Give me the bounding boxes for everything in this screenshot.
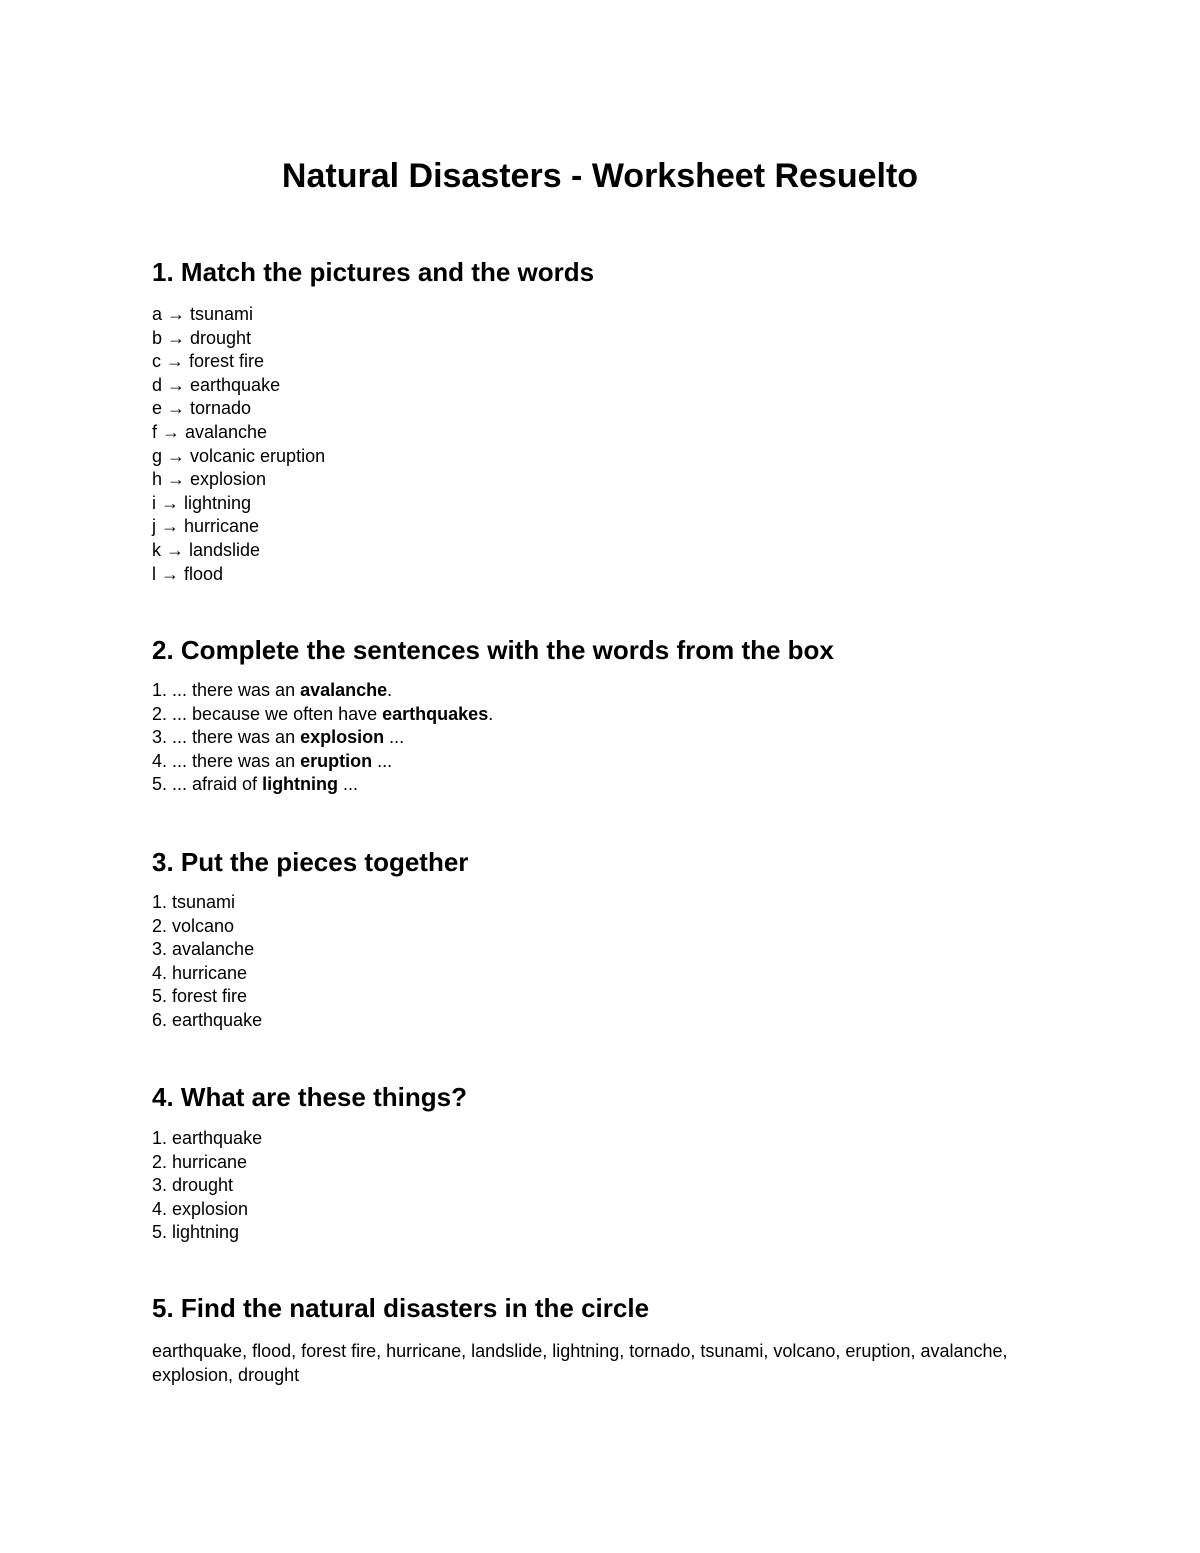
section-1-list [152,303,325,586]
list-item [152,703,493,727]
list-item: 6. earthquake [152,1009,263,1030]
sentence-text: 4. ... there was an [152,750,301,771]
sentence-text: 2. ... because we often have [152,703,383,724]
section-5-text: earthquake, flood, forest fire, hurricane, landslide, lightning, tornado, tsunami, volcano, eruption, avalanche, explosion, drought [152,1341,1008,1385]
list-item [152,750,493,774]
sentence-text: ... [372,750,393,771]
answer-word: avalanche [300,680,388,700]
section-3-heading: 3. Put the pieces together [152,847,469,877]
page-title: Natural Disasters - Worksheet Resuelto [281,157,919,195]
sentence-text: 3. ... there was an [152,727,301,748]
list-item [152,773,493,797]
list-item: 2. hurricane [152,1151,248,1172]
list-item: k → landslide [152,539,261,560]
section-2-list [152,679,493,797]
list-item: g → volcanic eruption [152,445,326,466]
sentence-text: 1. ... there was an [152,680,301,700]
list-item: 5. forest fire [152,986,248,1007]
answer-word: explosion [300,727,385,748]
section-4-heading: 4. What are these things? [152,1082,467,1112]
list-item: l → flood [152,563,224,584]
answer-word: eruption [300,750,373,771]
section-1-heading: 1. Match the pictures and the words [152,257,595,287]
list-item: d → earthquake [152,374,281,395]
list-item [152,679,493,703]
sentence-text: ... [384,727,405,748]
list-item: a → tsunami [152,304,254,324]
list-item: 3. avalanche [152,939,255,960]
section-5-heading: 5. Find the natural disasters in the circle [152,1293,650,1323]
list-item: c → forest fire [152,351,265,372]
list-item: h → explosion [152,469,267,490]
sentence-text: ... [338,774,359,795]
list-item: 5. lightning [152,1222,240,1243]
list-item: 4. hurricane [152,962,248,983]
sentence-text: . [488,703,494,724]
list-item: i → lightning [152,492,252,513]
list-item: e → tornado [152,398,252,419]
list-item: 2. volcano [152,915,235,936]
list-item: j → hurricane [152,516,260,537]
list-item: 3. drought [152,1175,234,1196]
answer-word: earthquakes [382,703,489,724]
list-item: 4. explosion [152,1198,249,1219]
section-2-heading: 2. Complete the sentences with the words from the box [152,635,834,665]
list-item: f → avalanche [152,421,268,442]
sentence-text: 5. ... afraid of [152,774,263,795]
list-item [152,726,493,750]
sentence-text: . [387,680,393,700]
section-4-list [152,1127,262,1245]
list-item: 1. earthquake [152,1128,263,1148]
answer-word: lightning [262,774,339,795]
section-3-list [152,891,262,1033]
list-item: b → drought [152,327,252,348]
list-item: 1. tsunami [152,892,236,912]
